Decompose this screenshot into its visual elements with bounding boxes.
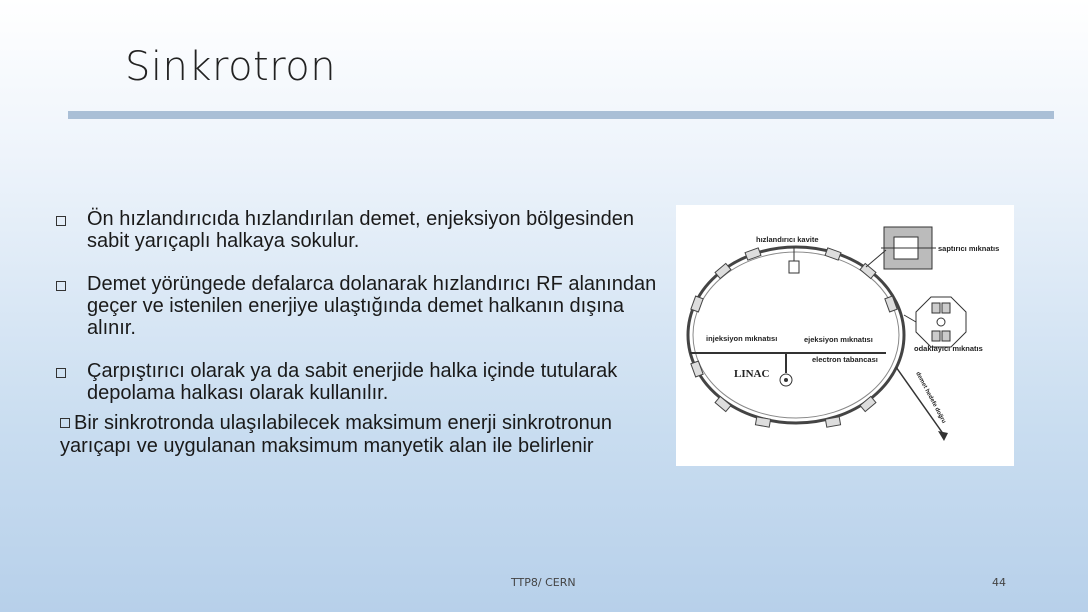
title-divider xyxy=(68,111,1054,119)
bullet-item-summary xyxy=(60,412,670,458)
slide-title: Sinkrotron xyxy=(125,44,337,90)
bullet-text: Demet yörüngede defalarca dolanarak hızlandırıcı RF alanından geçer ve istenilen enerjiye ulaştığında demet halkanın dışına alınır. xyxy=(87,273,657,339)
focusing-magnet-icon xyxy=(904,297,966,347)
bullet-text: Bir sinkrotronda ulaşılabilecek maksimum enerji sinkrotronun yarıçapı ve uygulanan maksimum manyetik alan ile belirlenir xyxy=(60,412,612,457)
footer-text: TTP8/ CERN xyxy=(511,576,576,589)
rf-cavity-icon xyxy=(789,261,799,273)
square-bullet-icon xyxy=(56,216,66,226)
label-electron-gun: electron tabancası xyxy=(812,355,878,364)
bullet-text: Ön hızlandırıcıda hızlandırılan demet, enjeksiyon bölgesinden sabit yarıçaplı halkaya sokulur. xyxy=(87,208,635,252)
page-number: 44 xyxy=(992,576,1006,589)
bullet-item xyxy=(60,208,670,252)
label-ejection-magnet: ejeksiyon mıknatısı xyxy=(804,335,873,344)
bullet-list xyxy=(60,208,670,425)
label-injection-magnet: injeksiyon mıknatısı xyxy=(706,334,778,343)
bullet-item xyxy=(60,273,670,339)
bullet-text: Çarpıştırıcı olarak ya da sabit enerjide halka içinde tutularak depolama halkası olarak kullanılır. xyxy=(87,360,618,404)
bending-magnet-icon xyxy=(866,227,936,269)
bullet-item xyxy=(60,360,670,404)
square-bullet-icon xyxy=(60,418,70,428)
arrow-head-icon xyxy=(938,431,948,441)
label-extracted-beam: demet hedefe doğru xyxy=(914,371,947,425)
label-linac: LINAC xyxy=(734,368,770,380)
square-bullet-icon xyxy=(56,281,66,291)
synchrotron-diagram xyxy=(676,205,1014,466)
square-bullet-icon xyxy=(56,368,66,378)
label-cavity: hızlandırıcı kavite xyxy=(756,235,819,244)
label-bending-magnet: saptırıcı mıknatıs xyxy=(938,244,1000,253)
label-focusing-magnet: odaklayıcı mıknatıs xyxy=(914,344,983,353)
